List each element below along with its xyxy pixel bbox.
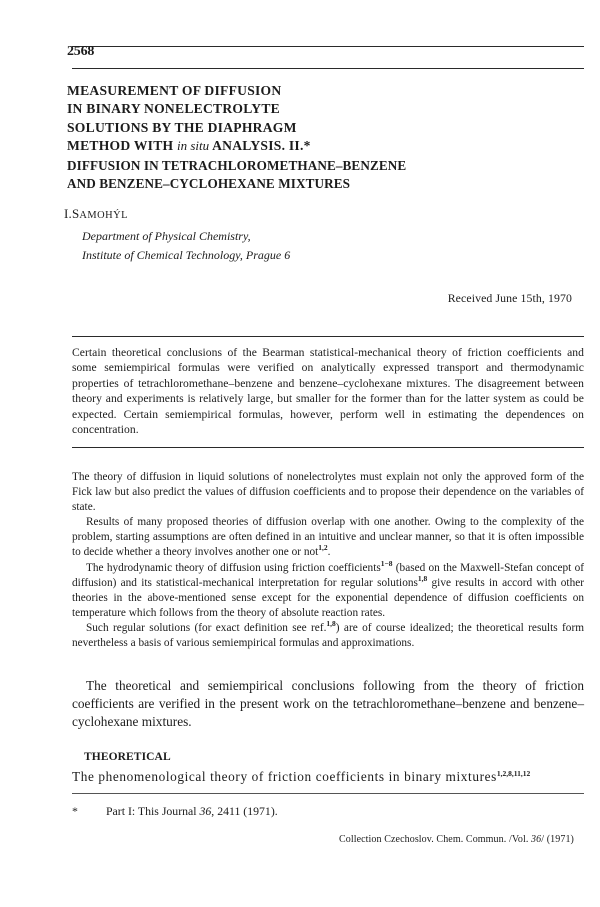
abstract-top-rule [72, 336, 584, 337]
citation: 1−8 [380, 558, 393, 568]
footnote: * Part I: This Journal 36, 2411 (1971). [72, 804, 278, 818]
aims-paragraph [72, 677, 584, 732]
article-subtitle [67, 157, 406, 194]
introduction [72, 470, 584, 651]
citation: 1,8 [326, 618, 336, 628]
top-rule [72, 46, 584, 47]
section-first-line: The phenomenological theory of friction coefficients in binary mixtures$^{1,2,8,11,12}$ [72, 769, 531, 784]
affiliation-line: Institute of Chemical Technology, Prague 6 [82, 247, 291, 262]
citation: 1,8 [417, 573, 428, 583]
section-heading: THEORETICAL [84, 751, 171, 763]
author: I.SAMOHÝL [64, 206, 129, 221]
abstract-bottom-rule [72, 447, 584, 448]
title-line: SOLUTIONS BY THE DIAPHRAGM [67, 119, 297, 135]
paragraph: The hydrodynamic theory of diffusion using friction coefficients$^{1-8}$ (based on the Maxwell-Stefan concept of diffusion) and its statistical-mechanical interpretation for regular solutions$^{1,8}$ give results in accord with other theories in the above-mentioned sense except for the exponential dependence of diffusion coefficients on temperature which follows from the theory of absolute reaction rates. [72, 558, 584, 619]
header-rule [72, 68, 584, 69]
affiliation-line: Department of Physical Chemistry, [82, 229, 251, 243]
title-line: MEASUREMENT OF DIFFUSION [67, 83, 282, 98]
abstract: Certain theoretical conclusions of the Bearman statistical-mechanical theory of friction coefficients and some semiempirical formulas were verified on analytically expressed transport and thermodynamic properties of tetrachloromethane–benzene and benzene–cyclohexane mixtures. The disagreement between theory and experiments is relatively large, but smaller for the former than for the latter system as could be expected. Certain semiempirical formulas, however, perform well in estimating the dependences on concentration. [72, 346, 584, 437]
footnote-rule [72, 793, 584, 794]
affiliation [82, 227, 290, 264]
paragraph: The theoretical and semiempirical conclusions following from the theory of friction coefficients are verified in the present work on the tetrachloromethane–benzene and benzene–cyclohexane mixtures. [72, 678, 584, 730]
subtitle-line: DIFFUSION IN TETRACHLOROMETHANE–BENZENE [67, 158, 407, 173]
paragraph: Results of many proposed theories of diffusion overlap with one another. Owing to the complexity of the problem, starting assumptions are often defined in an intuitive and unclear manner, so that it is often impossible to decide whether a theory involves another one or not$^{1,2}$. [72, 516, 584, 559]
title-line: METHOD WITH in situ ANALYSIS. II.* [67, 138, 311, 154]
citation: 1,2 [318, 543, 328, 553]
page-number: 2568 [67, 44, 95, 59]
article-title [67, 82, 311, 156]
received-date: Received June 15th, 1970 [447, 291, 572, 305]
paragraph: Such regular solutions (for exact definition see ref.$^{1,8}$) are of course idealized; the theoretical results form nevertheless a basis of various semiempirical formulas and approximations. [72, 618, 584, 650]
citation: 1,2,8,11,12 [496, 769, 531, 778]
journal-footer: Collection Czechoslov. Chem. Commun. /Vol. 36/ (1971) [338, 834, 574, 845]
title-line: IN BINARY NONELECTROLYTE [67, 101, 280, 117]
footnote-mark: * [72, 804, 78, 818]
subtitle-line: AND BENZENE–CYCLOHEXANE MIXTURES [67, 176, 351, 192]
title-italic: in situ [177, 138, 210, 154]
paragraph: The theory of diffusion in liquid solutions of nonelectrolytes must explain not only the approved form of the Fick law but also predict the values of diffusion coefficients and to propose their dependence on the variables of state. [72, 471, 584, 514]
